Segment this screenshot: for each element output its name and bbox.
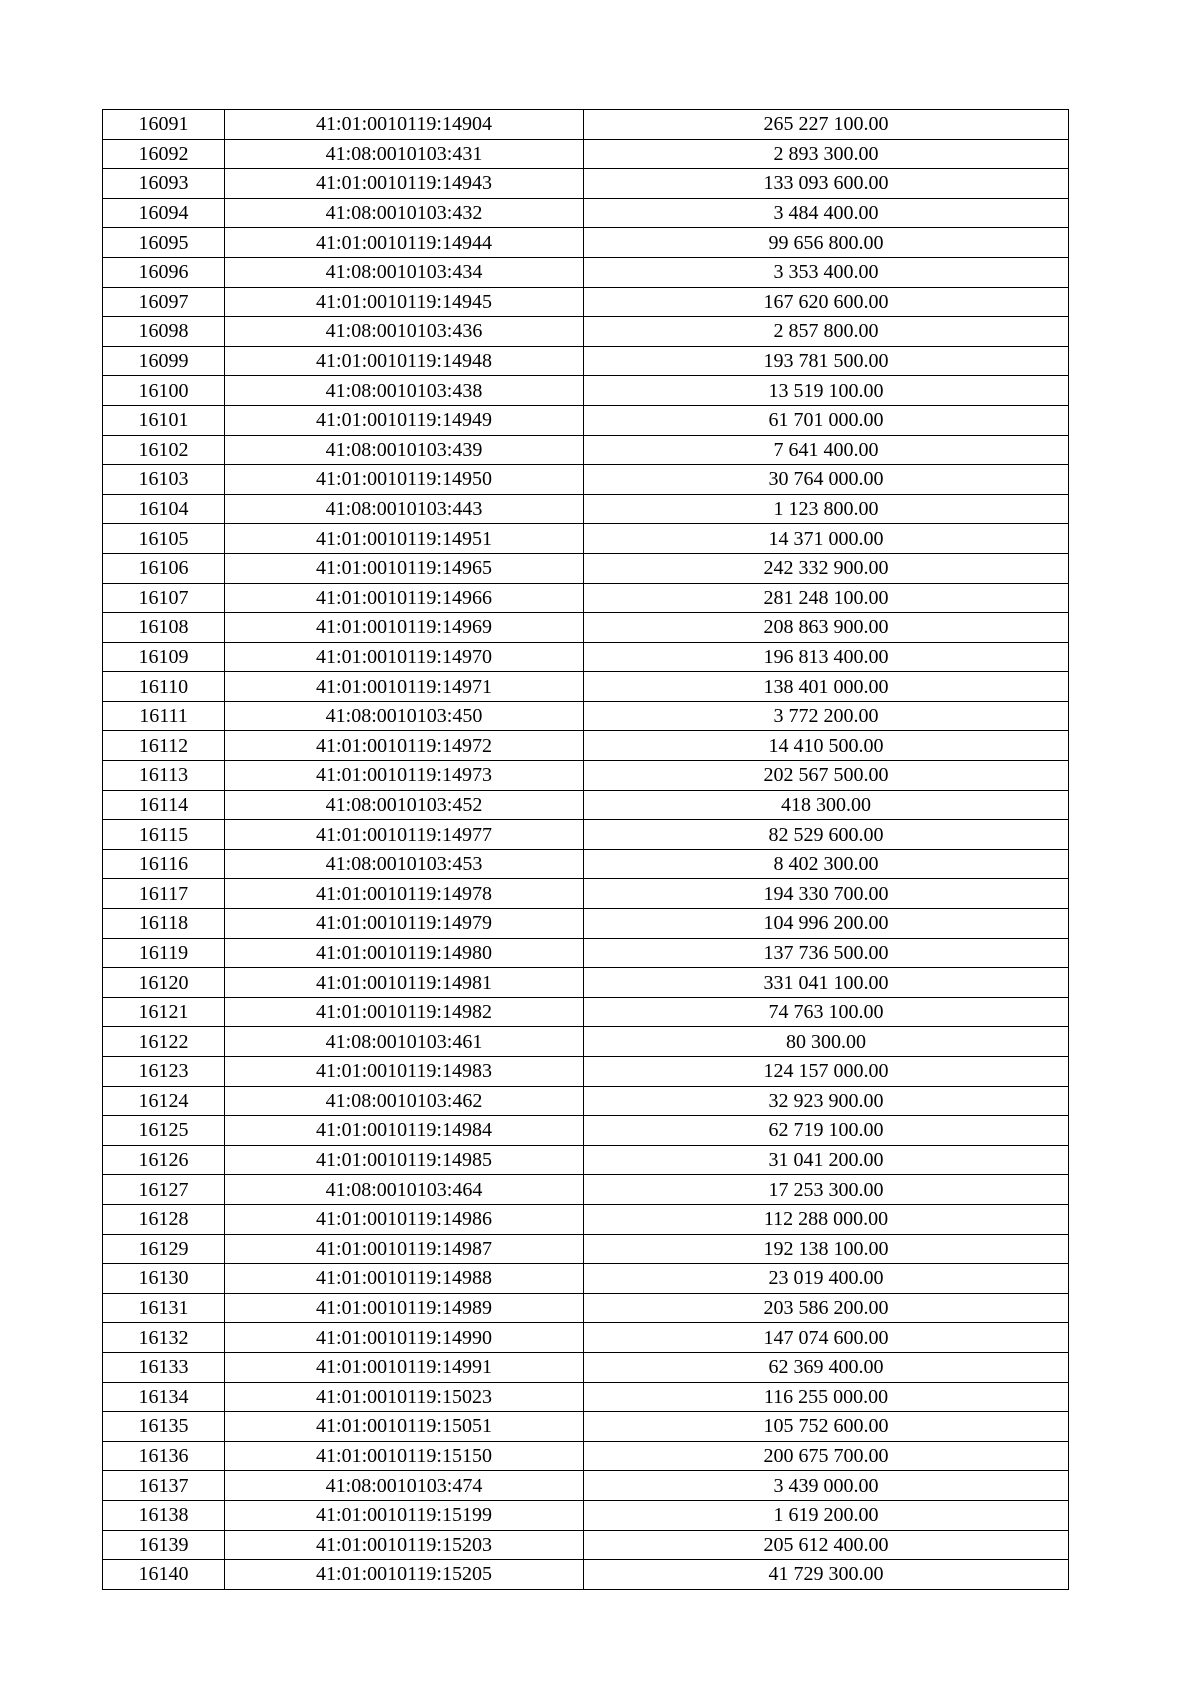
table-row (103, 938, 1069, 968)
table-row (103, 317, 1069, 347)
table-row (103, 820, 1069, 850)
table-row (103, 1560, 1069, 1590)
row-number-cell: 16098 (103, 317, 225, 347)
row-number-cell: 16126 (103, 1145, 225, 1175)
cadastral-value-cell: 112 288 000.00 (584, 1204, 1069, 1234)
table-row (103, 1323, 1069, 1353)
row-number-cell: 16127 (103, 1175, 225, 1205)
cadastral-number-cell: 41:08:0010103:436 (225, 317, 584, 347)
table-row (103, 672, 1069, 702)
cadastral-number-cell: 41:01:0010119:14949 (225, 405, 584, 435)
cadastral-value-cell: 3 353 400.00 (584, 257, 1069, 287)
table-row (103, 287, 1069, 317)
cadastral-value-cell: 61 701 000.00 (584, 405, 1069, 435)
row-number-cell: 16105 (103, 524, 225, 554)
cadastral-number-cell: 41:01:0010119:14980 (225, 938, 584, 968)
table-row (103, 1057, 1069, 1087)
cadastral-value-cell: 62 369 400.00 (584, 1352, 1069, 1382)
table-row (103, 1352, 1069, 1382)
table-row (103, 968, 1069, 998)
cadastral-number-cell: 41:01:0010119:14983 (225, 1057, 584, 1087)
table-row (103, 405, 1069, 435)
row-number-cell: 16118 (103, 909, 225, 939)
table-row (103, 1116, 1069, 1146)
cadastral-value-cell: 242 332 900.00 (584, 553, 1069, 583)
cadastral-value-cell: 196 813 400.00 (584, 642, 1069, 672)
table-row (103, 1441, 1069, 1471)
cadastral-value-cell: 193 781 500.00 (584, 346, 1069, 376)
cadastral-value-cell: 31 041 200.00 (584, 1145, 1069, 1175)
table-row (103, 553, 1069, 583)
cadastral-value-cell: 30 764 000.00 (584, 465, 1069, 495)
row-number-cell: 16115 (103, 820, 225, 850)
table-row (103, 583, 1069, 613)
cadastral-value-cell: 116 255 000.00 (584, 1382, 1069, 1412)
cadastral-value-cell: 3 439 000.00 (584, 1471, 1069, 1501)
cadastral-number-cell: 41:08:0010103:452 (225, 790, 584, 820)
row-number-cell: 16132 (103, 1323, 225, 1353)
row-number-cell: 16117 (103, 879, 225, 909)
row-number-cell: 16111 (103, 701, 225, 731)
row-number-cell: 16107 (103, 583, 225, 613)
table-row (103, 524, 1069, 554)
row-number-cell: 16134 (103, 1382, 225, 1412)
cadastral-number-cell: 41:01:0010119:14989 (225, 1293, 584, 1323)
cadastral-number-cell: 41:01:0010119:14943 (225, 169, 584, 199)
cadastral-number-cell: 41:08:0010103:461 (225, 1027, 584, 1057)
row-number-cell: 16138 (103, 1500, 225, 1530)
cadastral-number-cell: 41:01:0010119:14985 (225, 1145, 584, 1175)
table-row (103, 642, 1069, 672)
row-number-cell: 16106 (103, 553, 225, 583)
row-number-cell: 16113 (103, 761, 225, 791)
cadastral-value-cell: 202 567 500.00 (584, 761, 1069, 791)
cadastral-value-cell: 2 857 800.00 (584, 317, 1069, 347)
cadastral-number-cell: 41:01:0010119:14971 (225, 672, 584, 702)
cadastral-number-cell: 41:08:0010103:450 (225, 701, 584, 731)
row-number-cell: 16116 (103, 849, 225, 879)
cadastral-value-cell: 3 484 400.00 (584, 198, 1069, 228)
cadastral-number-cell: 41:01:0010119:14973 (225, 761, 584, 791)
table-row (103, 1204, 1069, 1234)
cadastral-value-cell: 205 612 400.00 (584, 1530, 1069, 1560)
table-row (103, 1175, 1069, 1205)
cadastral-value-cell: 124 157 000.00 (584, 1057, 1069, 1087)
row-number-cell: 16097 (103, 287, 225, 317)
cadastral-number-cell: 41:08:0010103:431 (225, 139, 584, 169)
cadastral-value-cell: 104 996 200.00 (584, 909, 1069, 939)
cadastral-value-cell: 99 656 800.00 (584, 228, 1069, 258)
row-number-cell: 16094 (103, 198, 225, 228)
table-row (103, 1086, 1069, 1116)
cadastral-value-table (102, 109, 1069, 1590)
cadastral-number-cell: 41:01:0010119:14904 (225, 110, 584, 140)
cadastral-value-cell: 105 752 600.00 (584, 1412, 1069, 1442)
cadastral-number-cell: 41:08:0010103:438 (225, 376, 584, 406)
cadastral-value-cell: 7 641 400.00 (584, 435, 1069, 465)
row-number-cell: 16099 (103, 346, 225, 376)
table-row (103, 257, 1069, 287)
row-number-cell: 16131 (103, 1293, 225, 1323)
table-row (103, 1500, 1069, 1530)
table-row (103, 1471, 1069, 1501)
cadastral-number-cell: 41:01:0010119:14979 (225, 909, 584, 939)
table-row (103, 465, 1069, 495)
cadastral-value-cell: 3 772 200.00 (584, 701, 1069, 731)
row-number-cell: 16133 (103, 1352, 225, 1382)
table-row (103, 761, 1069, 791)
cadastral-number-cell: 41:01:0010119:14991 (225, 1352, 584, 1382)
cadastral-value-cell: 80 300.00 (584, 1027, 1069, 1057)
cadastral-value-cell: 281 248 100.00 (584, 583, 1069, 613)
cadastral-number-cell: 41:08:0010103:453 (225, 849, 584, 879)
cadastral-value-cell: 14 410 500.00 (584, 731, 1069, 761)
cadastral-value-cell: 203 586 200.00 (584, 1293, 1069, 1323)
cadastral-value-cell: 167 620 600.00 (584, 287, 1069, 317)
cadastral-number-cell: 41:01:0010119:14951 (225, 524, 584, 554)
table-row (103, 494, 1069, 524)
cadastral-number-cell: 41:01:0010119:15205 (225, 1560, 584, 1590)
cadastral-number-cell: 41:01:0010119:15199 (225, 1500, 584, 1530)
cadastral-value-cell: 13 519 100.00 (584, 376, 1069, 406)
cadastral-number-cell: 41:01:0010119:14982 (225, 997, 584, 1027)
cadastral-value-cell: 82 529 600.00 (584, 820, 1069, 850)
cadastral-number-cell: 41:01:0010119:14977 (225, 820, 584, 850)
table-row (103, 849, 1069, 879)
cadastral-number-cell: 41:08:0010103:439 (225, 435, 584, 465)
row-number-cell: 16137 (103, 1471, 225, 1501)
table-row (103, 731, 1069, 761)
cadastral-value-cell: 8 402 300.00 (584, 849, 1069, 879)
row-number-cell: 16125 (103, 1116, 225, 1146)
cadastral-number-cell: 41:08:0010103:464 (225, 1175, 584, 1205)
row-number-cell: 16100 (103, 376, 225, 406)
cadastral-number-cell: 41:01:0010119:14984 (225, 1116, 584, 1146)
cadastral-value-cell: 192 138 100.00 (584, 1234, 1069, 1264)
cadastral-value-cell: 1 619 200.00 (584, 1500, 1069, 1530)
row-number-cell: 16103 (103, 465, 225, 495)
cadastral-number-cell: 41:01:0010119:15023 (225, 1382, 584, 1412)
table-row (103, 1027, 1069, 1057)
cadastral-number-cell: 41:01:0010119:14986 (225, 1204, 584, 1234)
cadastral-number-cell: 41:01:0010119:15051 (225, 1412, 584, 1442)
cadastral-number-cell: 41:01:0010119:14969 (225, 613, 584, 643)
row-number-cell: 16130 (103, 1264, 225, 1294)
table-row (103, 110, 1069, 140)
cadastral-number-cell: 41:01:0010119:14990 (225, 1323, 584, 1353)
row-number-cell: 16140 (103, 1560, 225, 1590)
cadastral-number-cell: 41:01:0010119:14981 (225, 968, 584, 998)
cadastral-number-cell: 41:01:0010119:14944 (225, 228, 584, 258)
row-number-cell: 16093 (103, 169, 225, 199)
cadastral-value-cell: 265 227 100.00 (584, 110, 1069, 140)
cadastral-value-cell: 14 371 000.00 (584, 524, 1069, 554)
row-number-cell: 16114 (103, 790, 225, 820)
cadastral-value-cell: 74 763 100.00 (584, 997, 1069, 1027)
cadastral-number-cell: 41:01:0010119:14945 (225, 287, 584, 317)
table-row (103, 376, 1069, 406)
table-body (103, 110, 1069, 1590)
table-row (103, 1293, 1069, 1323)
cadastral-number-cell: 41:01:0010119:14970 (225, 642, 584, 672)
cadastral-value-cell: 1 123 800.00 (584, 494, 1069, 524)
cadastral-value-cell: 2 893 300.00 (584, 139, 1069, 169)
table-row (103, 228, 1069, 258)
cadastral-number-cell: 41:01:0010119:15150 (225, 1441, 584, 1471)
table-row (103, 909, 1069, 939)
row-number-cell: 16128 (103, 1204, 225, 1234)
cadastral-value-cell: 41 729 300.00 (584, 1560, 1069, 1590)
table-row (103, 139, 1069, 169)
row-number-cell: 16096 (103, 257, 225, 287)
cadastral-value-cell: 137 736 500.00 (584, 938, 1069, 968)
row-number-cell: 16136 (103, 1441, 225, 1471)
cadastral-number-cell: 41:01:0010119:14978 (225, 879, 584, 909)
row-number-cell: 16112 (103, 731, 225, 761)
cadastral-number-cell: 41:08:0010103:443 (225, 494, 584, 524)
cadastral-number-cell: 41:01:0010119:14950 (225, 465, 584, 495)
row-number-cell: 16110 (103, 672, 225, 702)
cadastral-number-cell: 41:01:0010119:14966 (225, 583, 584, 613)
row-number-cell: 16108 (103, 613, 225, 643)
cadastral-number-cell: 41:08:0010103:432 (225, 198, 584, 228)
cadastral-number-cell: 41:08:0010103:474 (225, 1471, 584, 1501)
cadastral-value-cell: 32 923 900.00 (584, 1086, 1069, 1116)
cadastral-number-cell: 41:01:0010119:14987 (225, 1234, 584, 1264)
row-number-cell: 16124 (103, 1086, 225, 1116)
cadastral-value-cell: 133 093 600.00 (584, 169, 1069, 199)
row-number-cell: 16101 (103, 405, 225, 435)
table-row (103, 790, 1069, 820)
table-row (103, 1530, 1069, 1560)
row-number-cell: 16120 (103, 968, 225, 998)
table-row (103, 879, 1069, 909)
table-row (103, 346, 1069, 376)
row-number-cell: 16091 (103, 110, 225, 140)
cadastral-value-cell: 200 675 700.00 (584, 1441, 1069, 1471)
row-number-cell: 16119 (103, 938, 225, 968)
cadastral-value-cell: 138 401 000.00 (584, 672, 1069, 702)
cadastral-number-cell: 41:01:0010119:14972 (225, 731, 584, 761)
row-number-cell: 16104 (103, 494, 225, 524)
cadastral-value-cell: 147 074 600.00 (584, 1323, 1069, 1353)
row-number-cell: 16109 (103, 642, 225, 672)
table-row (103, 1412, 1069, 1442)
table-row (103, 169, 1069, 199)
cadastral-value-cell: 208 863 900.00 (584, 613, 1069, 643)
table-row (103, 997, 1069, 1027)
row-number-cell: 16139 (103, 1530, 225, 1560)
table-row (103, 1234, 1069, 1264)
table-row (103, 435, 1069, 465)
table-row (103, 613, 1069, 643)
row-number-cell: 16092 (103, 139, 225, 169)
row-number-cell: 16129 (103, 1234, 225, 1264)
row-number-cell: 16121 (103, 997, 225, 1027)
table-row (103, 701, 1069, 731)
row-number-cell: 16122 (103, 1027, 225, 1057)
cadastral-number-cell: 41:08:0010103:462 (225, 1086, 584, 1116)
table-row (103, 1382, 1069, 1412)
cadastral-value-cell: 23 019 400.00 (584, 1264, 1069, 1294)
table-row (103, 1264, 1069, 1294)
cadastral-value-cell: 62 719 100.00 (584, 1116, 1069, 1146)
row-number-cell: 16095 (103, 228, 225, 258)
row-number-cell: 16123 (103, 1057, 225, 1087)
cadastral-value-cell: 17 253 300.00 (584, 1175, 1069, 1205)
cadastral-value-cell: 194 330 700.00 (584, 879, 1069, 909)
cadastral-number-cell: 41:01:0010119:14948 (225, 346, 584, 376)
table-row (103, 1145, 1069, 1175)
cadastral-number-cell: 41:01:0010119:14988 (225, 1264, 584, 1294)
row-number-cell: 16102 (103, 435, 225, 465)
cadastral-number-cell: 41:01:0010119:15203 (225, 1530, 584, 1560)
cadastral-value-cell: 331 041 100.00 (584, 968, 1069, 998)
row-number-cell: 16135 (103, 1412, 225, 1442)
cadastral-number-cell: 41:08:0010103:434 (225, 257, 584, 287)
table-row (103, 198, 1069, 228)
cadastral-number-cell: 41:01:0010119:14965 (225, 553, 584, 583)
cadastral-value-cell: 418 300.00 (584, 790, 1069, 820)
